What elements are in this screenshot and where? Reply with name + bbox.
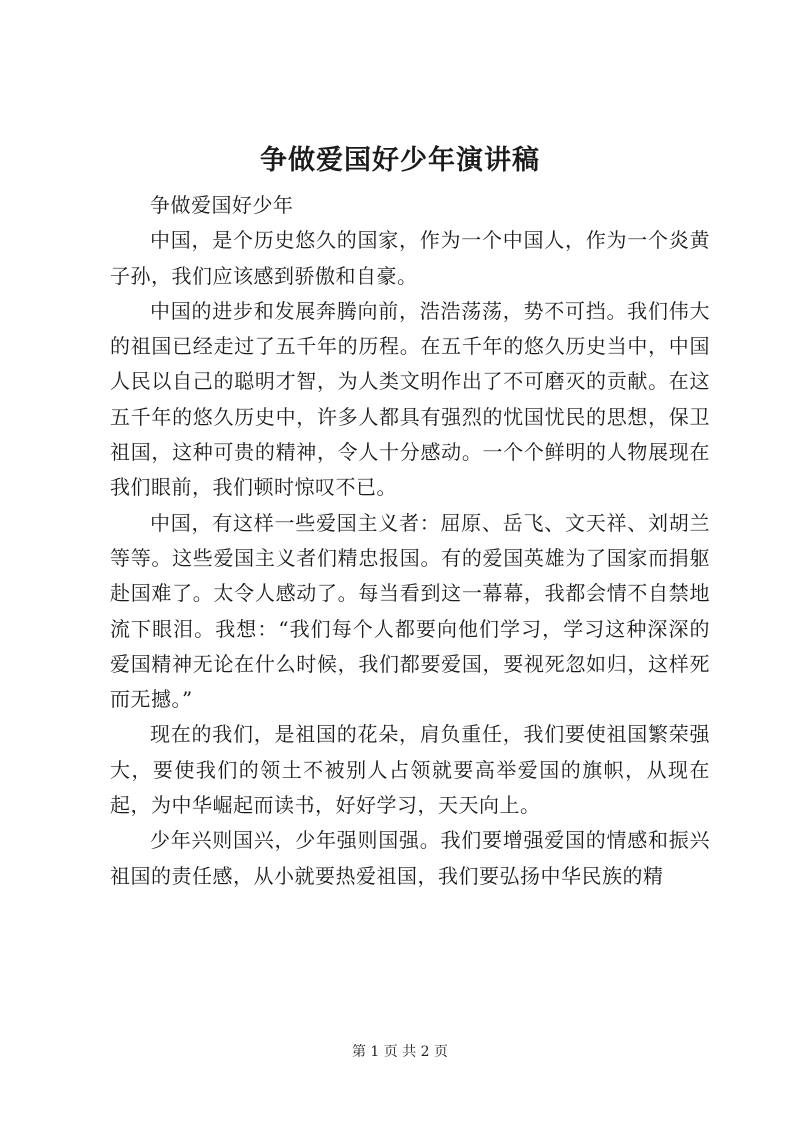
document-body <box>110 188 710 894</box>
page-number-footer: 第 1 页 共 2 页 <box>351 1044 449 1060</box>
document-title: 争做爱国好少年演讲稿 <box>260 145 540 176</box>
paragraph-subtitle: 争做爱国好少年 <box>150 193 294 217</box>
paragraph: 中国，有这样一些爱国主义者：屈原、岳飞、文天祥、刘胡兰等等。这些爱国主义者们精忠报国。有的爱国英雄为了国家而捐躯赴国难了。太令人感动了。每当看到这一幕幕，我都会情不自禁地流下眼泪。我想：“我们每个人都要向他们学习，学习这种深深的爱国精神无论在什么时候，我们都要爱国，要视死忽如归，这样死而无撼。” <box>110 510 710 712</box>
paragraph: 现在的我们，是祖国的花朵，肩负重任，我们要使祖国繁荣强大，要使我们的领土不被别人占领就要高举爱国的旗帜，从现在起，为中华崛起而读书，好好学习，天天向上。 <box>110 722 710 818</box>
paragraph: 中国，是个历史悠久的国家，作为一个中国人，作为一个炎黄子孙，我们应该感到骄傲和自豪。 <box>110 228 710 288</box>
paragraph: 中国的进步和发展奔腾向前，浩浩荡荡，势不可挡。我们伟大的祖国已经走过了五千年的历程。在五千年的悠久历史当中，中国人民以自己的聪明才智，为人类文明作出了不可磨灭的贡献。在这五千年的悠久历史中，许多人都具有强烈的忧国忧民的思想，保卫祖国，这种可贵的精神，令人十分感动。一个个鲜明的人物展现在我们眼前，我们顿时惊叹不已。 <box>110 298 710 500</box>
paragraph: 少年兴则国兴，少年强则国强。我们要增强爱国的情感和振兴祖国的责任感，从小就要热爱祖国，我们要弘扬中华民族的精 <box>110 828 710 888</box>
